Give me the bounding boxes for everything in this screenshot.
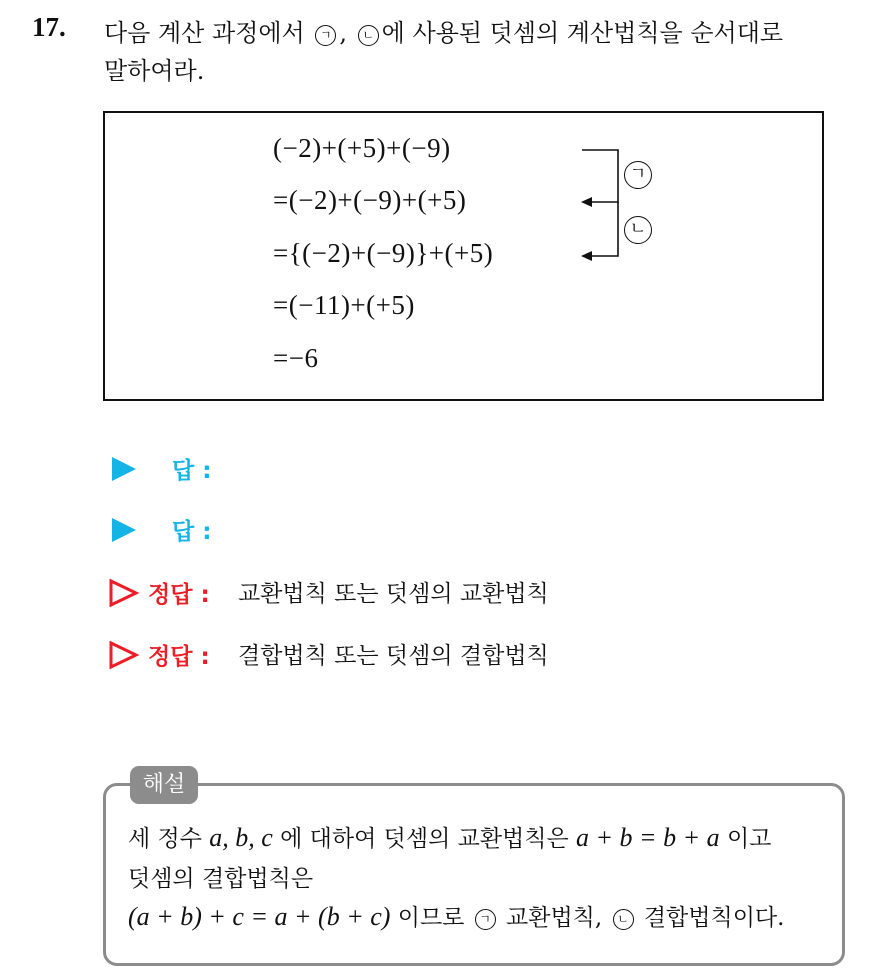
- solution-text: 결합법칙이다.: [636, 905, 785, 931]
- play-icon: [112, 518, 136, 542]
- circled-mark-1: ㄱ: [315, 25, 336, 46]
- outline-triangle-icon: [108, 579, 140, 607]
- solution-math: a, b, c: [209, 823, 273, 852]
- question-line-2: 말하여라.: [104, 57, 205, 85]
- answer-label-2: 답 :: [172, 519, 212, 545]
- solution-text: 세 정수: [128, 826, 210, 852]
- solution-text: 에 대하여 덧셈의 교환법칙은: [272, 826, 576, 852]
- correct-answer-label-1: 정답 :: [148, 582, 210, 608]
- solution-text: 교환법칙,: [498, 905, 610, 931]
- solution-math: (a + b) + c = a + (b + c): [128, 902, 391, 931]
- solution-line-1: [128, 820, 771, 853]
- question-separator: ,: [339, 19, 355, 47]
- label-circle-1: ㄱ: [624, 161, 652, 189]
- question-text-part: 에 사용된 덧셈의 계산법칙을 순서대로: [381, 19, 784, 47]
- solution-text: 이고: [719, 826, 772, 852]
- solution-line-3: [128, 899, 784, 932]
- circled-mark-1: ㄱ: [475, 909, 496, 930]
- calc-line-2: =(−2)+(−9)+(+5): [273, 185, 467, 215]
- circled-mark-2: ㄴ: [358, 25, 379, 46]
- solution-tag: 해설: [130, 766, 198, 804]
- calc-line-4: =(−11)+(+5): [273, 290, 415, 320]
- label-circle-2: ㄴ: [624, 216, 652, 244]
- solution-math: a + b = b + a: [576, 823, 720, 852]
- correct-answer-label-2: 정답 :: [148, 644, 210, 670]
- circled-mark-2: ㄴ: [613, 909, 634, 930]
- solution-line-2: 덧셈의 결합법칙은: [128, 866, 314, 892]
- outline-triangle-icon: [108, 641, 140, 669]
- play-icon: [112, 457, 136, 481]
- answer-label-1: 답 :: [172, 458, 212, 484]
- solution-text: 이므로: [390, 905, 472, 931]
- calc-line-5: =−6: [273, 343, 319, 373]
- calc-line-3: ={(−2)+(−9)}+(+5): [273, 238, 494, 268]
- calc-line-1: (−2)+(+5)+(−9): [273, 133, 451, 163]
- correct-answer-text-1: 교환법칙 또는 덧셈의 교환법칙: [238, 581, 549, 607]
- question-number: 17.: [32, 12, 66, 42]
- correct-answer-text-2: 결합법칙 또는 덧셈의 결합법칙: [238, 643, 549, 669]
- question-text-part: 다음 계산 과정에서: [104, 19, 313, 47]
